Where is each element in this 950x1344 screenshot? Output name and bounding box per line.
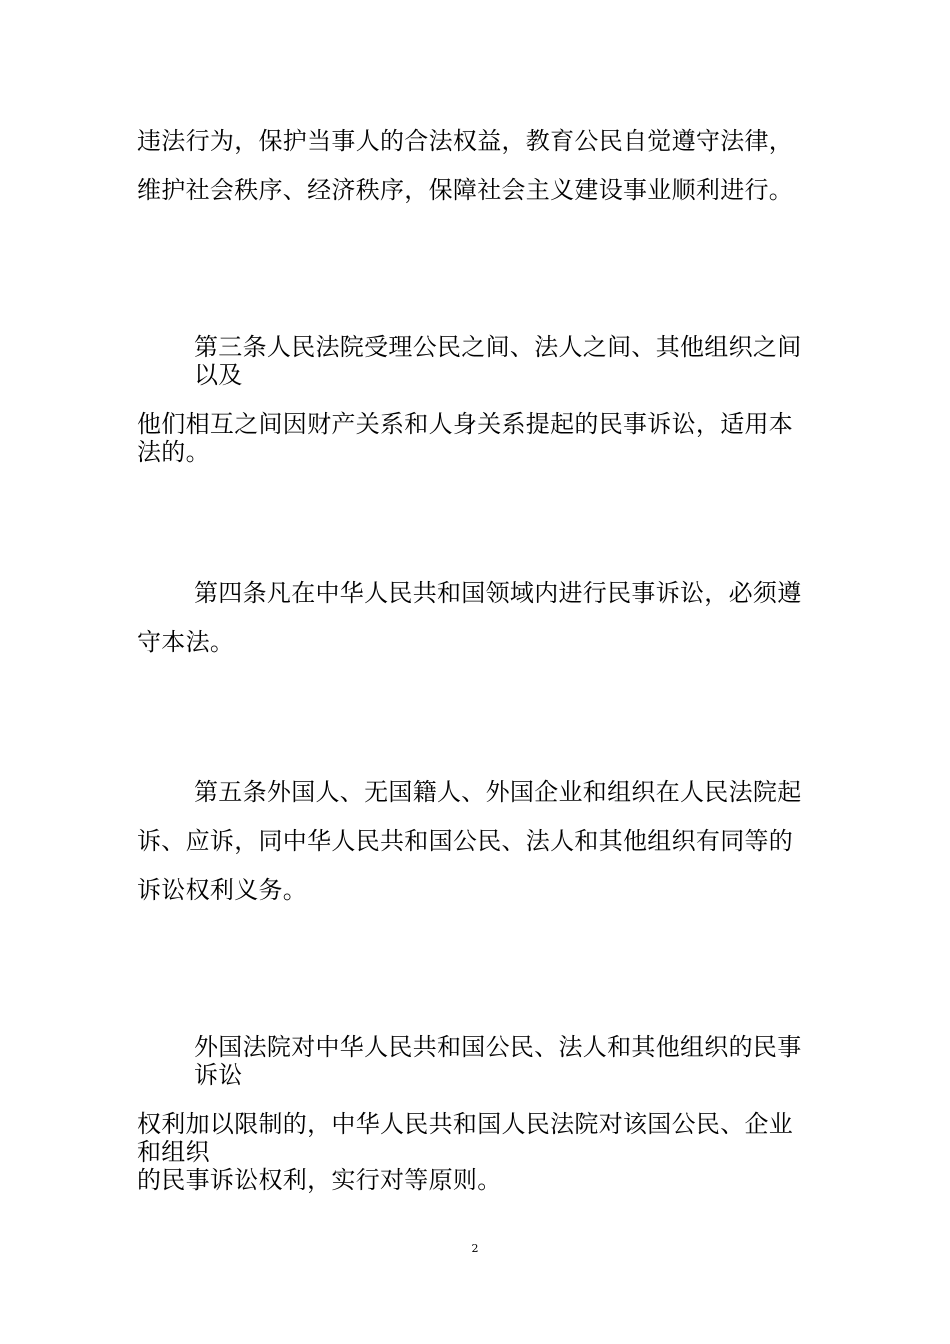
text-line: 外国法院对中华人民共和国公民、法人和其他组织的民事 <box>194 1033 802 1061</box>
text-line: 和组织 <box>137 1138 210 1166</box>
text-line: 第五条外国人、无国籍人、外国企业和组织在人民法院起 <box>194 778 802 806</box>
text-line: 第四条凡在中华人民共和国领域内进行民事诉讼，必须遵 <box>194 579 802 607</box>
text-line: 诉、应诉，同中华人民共和国公民、法人和其他组织有同等的 <box>137 827 794 855</box>
text-line: 法的。 <box>137 438 210 466</box>
text-line: 诉讼权利义务。 <box>137 876 308 904</box>
text-line: 第三条人民法院受理公民之间、法人之间、其他组织之间 <box>194 333 802 361</box>
text-line: 维护社会秩序、经济秩序，保障社会主义建设事业顺利进行。 <box>137 176 794 204</box>
page-number: 2 <box>471 1242 479 1255</box>
text-line: 守本法。 <box>137 628 235 656</box>
text-line: 他们相互之间因财产关系和人身关系提起的民事诉讼，适用本 <box>137 410 794 438</box>
text-line: 的民事诉讼权利，实行对等原则。 <box>137 1166 502 1194</box>
text-line: 以及 <box>194 361 243 389</box>
text-line: 权利加以限制的，中华人民共和国人民法院对该国公民、企业 <box>137 1110 794 1138</box>
text-line: 违法行为，保护当事人的合法权益，教育公民自觉遵守法律， <box>137 127 794 155</box>
text-line: 诉讼 <box>194 1061 243 1089</box>
